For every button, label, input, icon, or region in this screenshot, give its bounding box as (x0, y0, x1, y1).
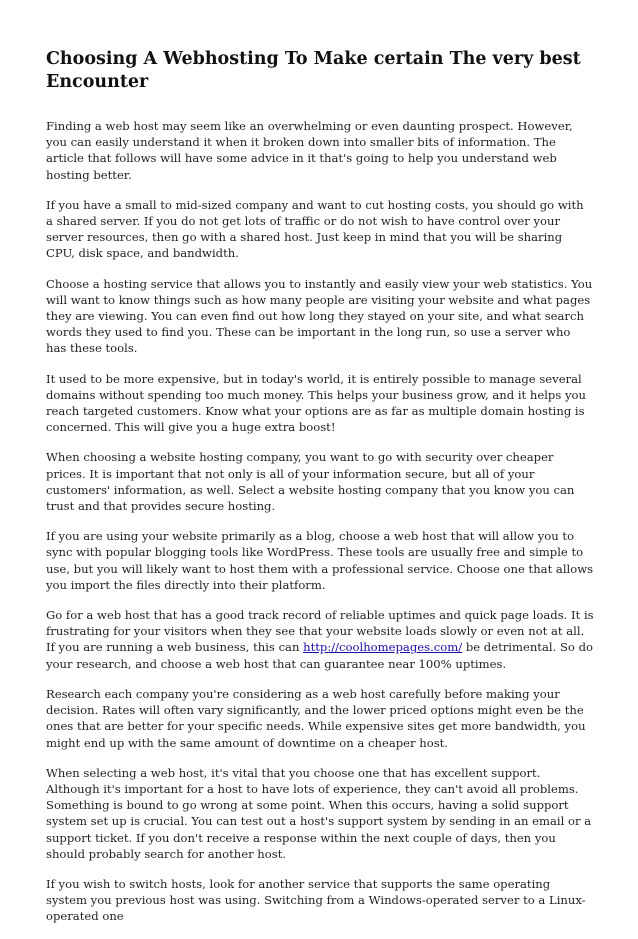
paragraph-with-link (46, 607, 594, 672)
document-page (46, 48, 594, 939)
paragraph: If you wish to switch hosts, look for another service that supports the same operating system you previous host was using. Switching from a Windows-operated server to a Linux-operated one (46, 876, 586, 924)
link-paragraph-after: be detrimental. So do your research, and choose a web host that can guarantee near 100% uptimes. (46, 640, 593, 671)
paragraph: Finding a web host may seem like an overwhelming or even daunting prospect. However, you can easily understand it when it broken down into smaller bits of information. The article that follows will have some advice in it that's going to help you understand web hosting better. (46, 119, 573, 182)
document-title: Choosing A Webhosting To Make certain The very best Encounter (46, 49, 581, 92)
paragraph: If you are using your website primarily as a blog, choose a web host that will allow you to sync with popular blogging tools like WordPress. These tools are usually free and simple to use, but you will likely want to host them with a professional service. Choose one that allows you import the files directly into their platform. (46, 529, 594, 592)
paragraph: Choose a hosting service that allows you to instantly and easily view your web statistics. You will want to know things such as how many people are visiting your website and what pages they are viewing. You can even find out how long they stayed on your site, and what search words they used to find you. These can be important in the long run, so use a server who has these tools. (46, 276, 593, 356)
paragraph: If you have a small to mid-sized company and want to cut hosting costs, you should go with a shared server. If you do not get lots of traffic or do not wish to have control over your server resources, then go with a shared host. Just keep in mind that you will be sharing CPU, disk space, and bandwidth. (46, 197, 584, 261)
link-paragraph-before: Go for a web host that has a good track record of reliable uptimes and quick page loads. It is frustrating for your visitors when they see that your website loads slowly or even not at all. If you are running a web business, this can (46, 608, 594, 655)
paragraph: When choosing a website hosting company, you want to go with security over cheaper prices. It is important that not only is all of your information secure, but all of your customers' information, as well. Select a website hosting company that you know you can trust and that provides secure hosting. (46, 450, 575, 514)
paragraph: When selecting a web host, it's vital that you choose one that has excellent support. Although it's important for a host to have lots of experience, they can't avoid all problems. Something is bound to go wrong at some point. When this occurs, having a solid support system set up is crucial. You can test out a host's support system by sending in an email or a support ticket. If you don't receive a response within the next couple of days, then you should probably search for another host. (46, 765, 592, 861)
paragraph: It used to be more expensive, but in today's world, it is entirely possible to manage several domains without spending too much money. This helps your business grow, and it helps you reach targeted customers. Know what your options are as far as multiple domain hosting is concerned. This will give you a huge extra boost! (46, 371, 586, 435)
paragraph: Research each company you're considering as a web host carefully before making your decision. Rates will often vary significantly, and the lower priced options might even be the ones that are better for your specific needs. While expensive sites get more bandwidth, you might end up with the same amount of downtime on a cheaper host. (46, 686, 586, 750)
coolhomepages-link[interactable]: http://coolhomepages.com/ (303, 640, 463, 655)
